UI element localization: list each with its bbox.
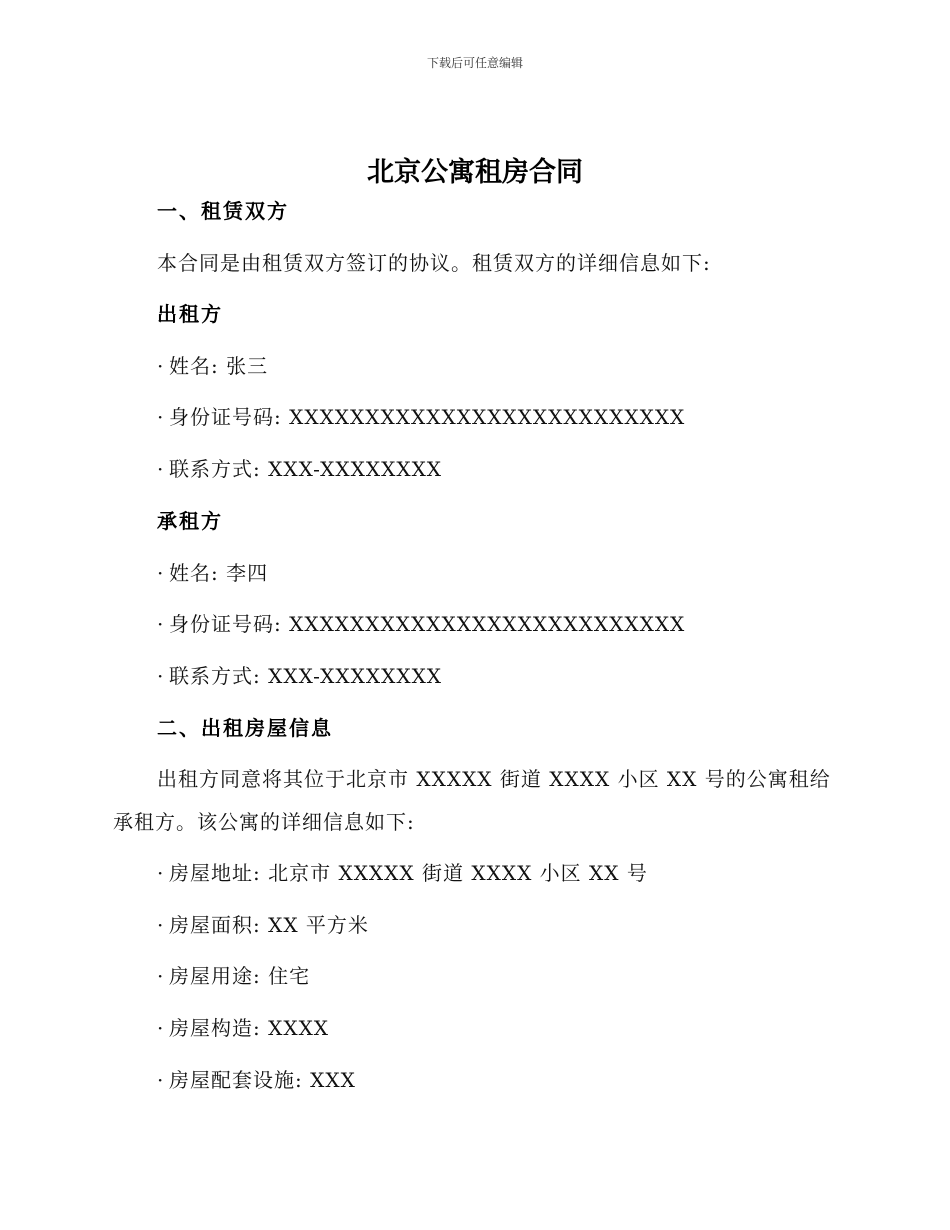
house-facilities: [157, 1065, 356, 1095]
lessee-contact-text: 联系方式: XXX-XXXXXXXX: [169, 664, 443, 688]
house-area-text: 房屋面积: XX 平方米: [169, 913, 369, 937]
house-address: [157, 858, 648, 888]
section1-intro: 本合同是由租赁双方签订的协议。租赁双方的详细信息如下:: [157, 251, 711, 275]
section2-intro-line1: 出租方同意将其位于北京市 XXXXX 街道 XXXX 小区 XX 号的公寓租给: [157, 767, 831, 791]
bullet: ·: [157, 913, 165, 937]
lessee-name: [157, 558, 268, 588]
lessee-name-text: 姓名: 李四: [169, 561, 269, 585]
section2-heading: 二、出租房屋信息: [157, 716, 333, 740]
lessee-contact: [157, 661, 442, 691]
house-address-text: 房屋地址: 北京市 XXXXX 街道 XXXX 小区 XX 号: [169, 861, 648, 885]
section1-heading: 一、租赁双方: [157, 199, 289, 223]
lessor-heading: 出租方: [157, 302, 223, 326]
bullet: ·: [157, 964, 165, 988]
section2-intro-line2: 承租方。该公寓的详细信息如下:: [113, 810, 415, 834]
lessee-id: [157, 609, 685, 639]
lessor-id: [157, 402, 685, 432]
bullet: ·: [157, 405, 165, 429]
lessor-id-text: 身份证号码: XXXXXXXXXXXXXXXXXXXXXXXXXX: [169, 405, 686, 429]
lessor-contact-text: 联系方式: XXX-XXXXXXXX: [169, 457, 443, 481]
bullet: ·: [157, 664, 165, 688]
lessor-contact: [157, 454, 442, 484]
lessor-name: [157, 351, 268, 381]
house-usage: [157, 961, 310, 991]
bullet: ·: [157, 457, 165, 481]
header-note: 下载后可任意编辑: [426, 56, 523, 70]
house-usage-text: 房屋用途: 住宅: [169, 964, 311, 988]
bullet: ·: [157, 561, 165, 585]
lessee-heading: 承租方: [157, 509, 223, 533]
lessee-id-text: 身份证号码: XXXXXXXXXXXXXXXXXXXXXXXXXX: [169, 612, 686, 636]
bullet: ·: [157, 1068, 165, 1092]
house-facilities-text: 房屋配套设施: XXX: [169, 1068, 356, 1092]
lessor-name-text: 姓名: 张三: [169, 354, 269, 378]
house-structure: [157, 1013, 329, 1043]
bullet: ·: [157, 1016, 165, 1040]
bullet: ·: [157, 354, 165, 378]
bullet: ·: [157, 612, 165, 636]
house-area: [157, 910, 369, 940]
bullet: ·: [157, 861, 165, 885]
document-title: 北京公寓租房合同: [367, 157, 583, 188]
house-structure-text: 房屋构造: XXXX: [169, 1016, 330, 1040]
